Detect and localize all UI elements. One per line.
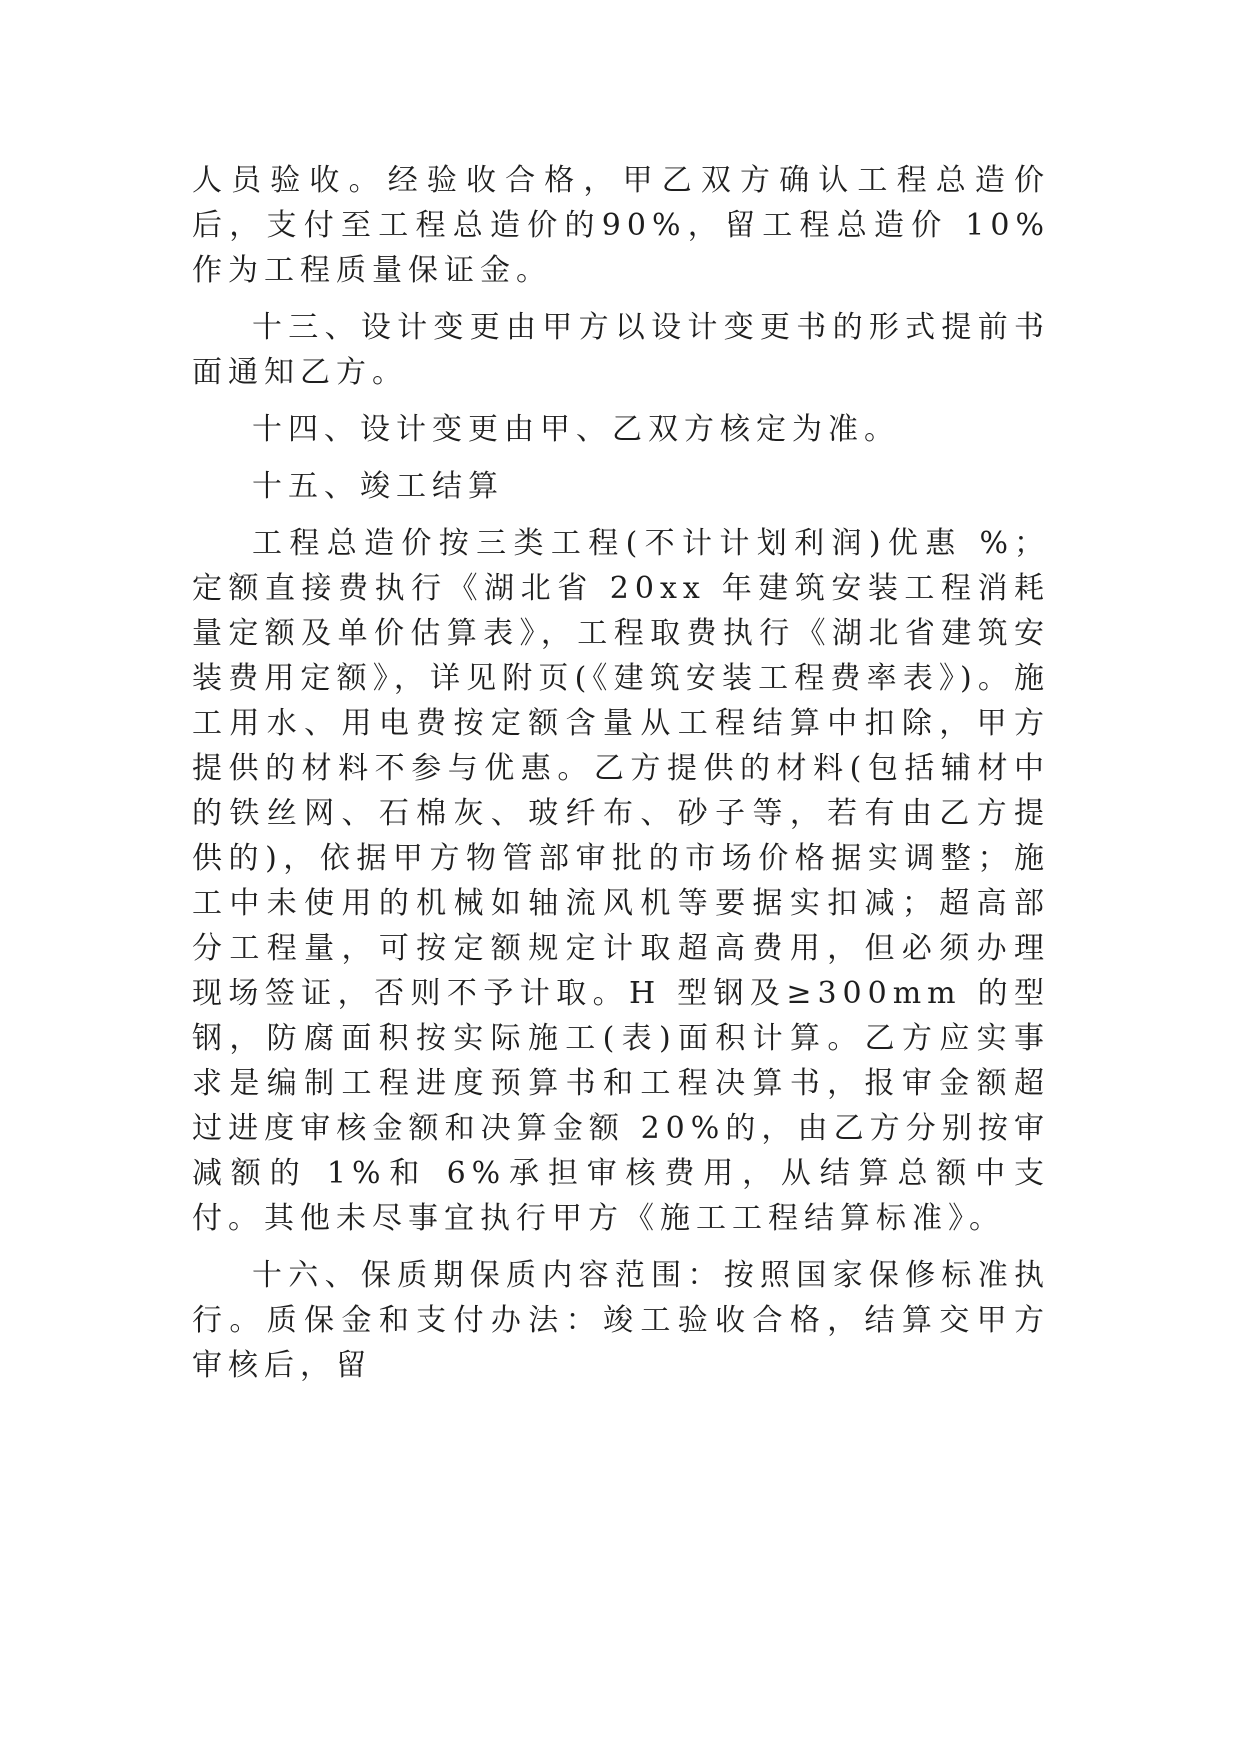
paragraph-clause-14: 十四、设计变更由甲、乙双方核定为准。 bbox=[252, 412, 900, 447]
paragraph-clause-15-heading: 十五、竣工结算 bbox=[252, 469, 504, 504]
paragraph-clause-13: 十三、设计变更由甲方以设计变更书的形式提前书面通知乙方。 bbox=[192, 310, 1050, 390]
paragraph-clause-15-body: 工程总造价按三类工程(不计计划利润)优惠 %；定额直接费执行《湖北省 20xx 年建筑安装工程消耗量定额及单价估算表》，工程取费执行《湖北省建筑安装费用定额》，详见附页(《建筑安装工程费率表》)。施工用水、用电费按定额含量从工程结算中扣除，甲方提供的材料不参与优惠。乙方提供的材料(包括辅材中的铁丝网、石棉灰、玻纤布、砂子等，若有由乙方提供的)，依据甲方物管部审批的市场价格据实调整；施工中未使用的机械如轴流风机等要据实扣减；超高部分工程量，可按定额规定计取超高费用，但必须办理现场签证，否则不予计取。H 型钢及≥300mm 的型钢，防腐面积按实际施工(表)面积计算。乙方应实事求是编制工程进度预算书和工程决算书，报审金额超过进度审核金额和决算金额 20%的，由乙方分别按审减额的 1%和 6%承担审核费用，从结算总额中支付。其他未尽事宜执行甲方《施工工程结算标准》。 bbox=[192, 526, 1050, 1236]
paragraph-payment-terms: 人员验收。经验收合格，甲乙双方确认工程总造价后，支付至工程总造价的90%，留工程总造价 10%作为工程质量保证金。 bbox=[192, 163, 1050, 288]
document-body bbox=[192, 158, 1050, 1400]
paragraph-clause-16: 十六、保质期保质内容范围：按照国家保修标准执行。质保金和支付办法：竣工验收合格，结算交甲方审核后，留 bbox=[192, 1258, 1050, 1383]
